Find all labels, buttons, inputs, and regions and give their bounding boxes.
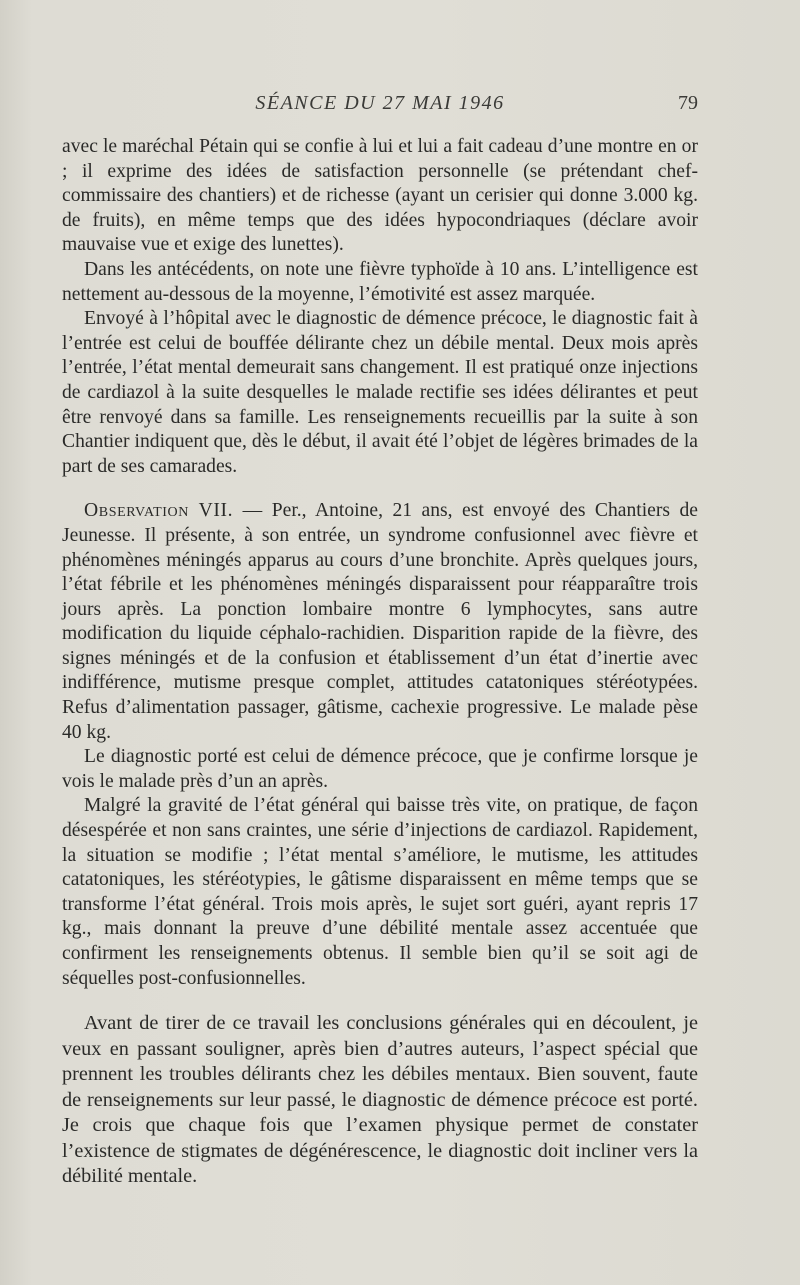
observation-paragraph bbox=[62, 499, 698, 745]
paragraph-diagnosis: Le diagnostic porté est celui de démence précoce, que je confirme lorsque je vois le malade près d’un an après. bbox=[62, 746, 698, 792]
paragraph-antecedents: Dans les antécédents, on note une fièvre typhoïde à 10 ans. L’intelligence est nettement au-dessous de la moyenne, l’émotivité est assez marquée. bbox=[62, 258, 698, 305]
running-head: SÉANCE DU 27 MAI 1946 bbox=[255, 92, 505, 114]
paragraph-hospital: Envoyé à l’hôpital avec le diagnostic de démence précoce, le diagnostic fait à l’entrée est celui de bouffée délirante chez un débile mental. Deux mois après l’entrée, l’état mental demeurait sans changement. Il est pratiqué onze injections de cardiazol à la suite desquelles le malade rectifie ses idées délirantes et peut être renvoyé dans sa famille. Les renseignements recueillis par la suite à son Chantier indiquent que, dès le début, il avait été l’objet de légères brimades de la part de ses camarades. bbox=[62, 308, 698, 477]
page-header bbox=[62, 92, 698, 122]
page-number: 79 bbox=[678, 92, 698, 114]
body-text bbox=[62, 135, 698, 1190]
paragraph-continuation: avec le maréchal Pétain qui se confie à lui et lui a fait cadeau d’une montre en or ; il exprime des idées de satisfaction personnelle (se prétendant chef-commissaire des chantiers) et de richesse (ayant un cerisier qui donne 3.000 kg. de fruits), en même temps que des idées hypocondriaques (déclare avoir mauvaise vue et exige des lunettes). bbox=[62, 136, 698, 256]
paragraph-conclusion: Avant de tirer de ce travail les conclusions générales qui en découlent, je veux en passant souligner, après bien d’autres auteurs, l’aspect spécial que prennent les troubles délirants chez les débiles mentaux. Bien souvent, faute de renseignements sur leur passé, le diagnostic de démence précoce est porté. Je crois que chaque fois que l’examen physique permet de constater l’existence de stigmates de dégénérescence, le diagnostic doit incliner vers la débilité mentale. bbox=[62, 1012, 698, 1188]
observation-text: — Per., Antoine, 21 ans, est envoyé des Chantiers de Jeunesse. Il présente, à son entrée, un syndrome confusionnel avec fièvre et phénomènes méningés apparus au cours d’une bronchite. Après quelques jours, l’état fébrile et les phénomènes méningés disparaissent pour réapparaître trois jours après. La ponction lombaire montre 6 lymphocytes, sans autre modification du liquide céphalo-rachidien. Disparition rapide de la fièvre, des signes méningés et de la confusion et établissement d’un état d’inertie avec indifférence, mutisme presque complet, attitudes catatoniques stéréotypées. Refus d’alimentation passager, gâtisme, cachexie progressive. Le malade pèse 40 kg. bbox=[62, 500, 698, 743]
paragraph-treatment: Malgré la gravité de l’état général qui baisse très vite, on pratique, de façon désespérée et non sans craintes, une série d’injections de cardiazol. Rapidement, la situation se modifie ; l’état mental s’améliore, le mutisme, les attitudes catatoniques, les stéréotypies, le gâtisme disparaissent en même temps que se transforme l’état général. Trois mois après, le sujet sort guéri, ayant repris 17 kg., mais donnant la preuve d’une débilité mentale assez accentuée que confirment les renseignements obtenus. Il semble bien qu’il se soit agi de séquelles post-confusionnelles. bbox=[62, 795, 698, 989]
observation-title: Observation VII. bbox=[84, 500, 234, 522]
